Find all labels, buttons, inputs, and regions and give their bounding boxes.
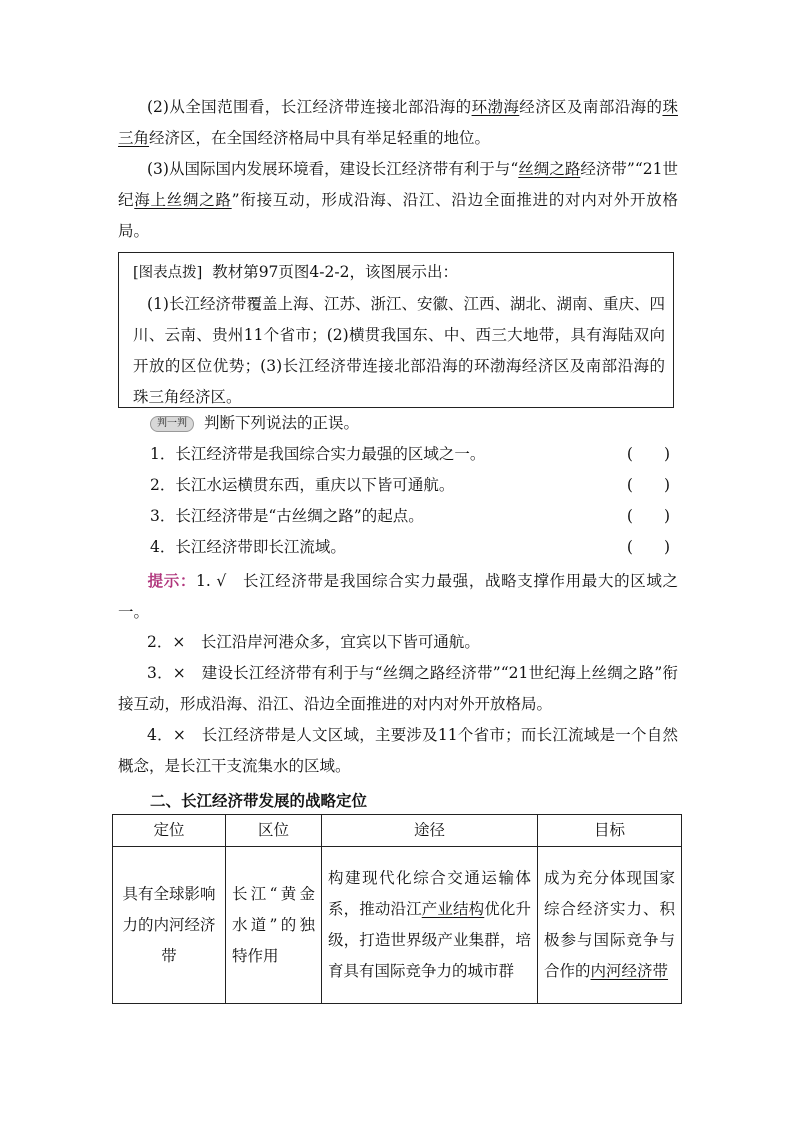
hint-label: 提示： — [147, 571, 197, 590]
underlined-term: 海上丝绸之路 — [134, 191, 232, 209]
section-title: 二、长江经济带发展的战略定位 — [150, 791, 368, 810]
question-2: 2．长江水运横贯东西，重庆以下皆可通航。 ( ) — [150, 472, 670, 498]
judge-header: 判一判 判断下列说法的正误。 — [150, 410, 359, 436]
hint-1: 提示：1. √ 长江经济带是我国综合实力最强，战略支撑作用最大的区域之一。 — [118, 571, 678, 621]
hint-4: 4．× 长江经济带是人文区域，主要涉及11个省市；而长江流域是一个自然概念，是长江干支流集水的区域。 — [118, 726, 678, 775]
answer-blank[interactable]: ( ) — [626, 507, 670, 525]
underlined-term: 丝绸之路 — [518, 160, 581, 178]
cell-goal: 成为充分体现国家综合经济实力、积极参与国际竞争与合作的内河经济带 — [538, 847, 682, 1004]
underlined-term: 环渤海 — [471, 98, 520, 116]
cell-path: 构建现代化综合交通运输体系，推动沿江产业结构优化升级，打造世界级产业集群，培育具有国际竞争力的城市群 — [322, 847, 538, 1004]
figure-tip-body: (1)长江经济带覆盖上海、江苏、浙江、安徽、江西、湖北、湖南、重庆、四川、云南、贵州11个省市；(2)横贯我国东、中、西三大地带，具有海陆双向开放的区位优势；(3)长江经济带连接北部沿海的环渤海经济区及南部沿海的珠三角经济区。 — [133, 295, 665, 406]
figure-tip-header: [图表点拨] 教材第97页图4-2-2，该图展示出： — [133, 263, 458, 281]
answer-blank[interactable]: ( ) — [626, 476, 670, 494]
figure-tip-box — [118, 252, 674, 408]
answer-blank[interactable]: ( ) — [626, 538, 670, 556]
paragraph-2: (2)从全国范围看，长江经济带连接北部沿海的环渤海经济区及南部沿海的珠三角经济区，在全国经济格局中具有举足轻重的地位。 — [118, 98, 678, 147]
hint-2: 2．× 长江沿岸河港众多，宜宾以下皆可通航。 — [147, 633, 480, 651]
table-header: 区位 — [226, 815, 322, 847]
underlined-term: 产业结构 — [421, 900, 485, 918]
cell-location: 长江“黄金水道”的独特作用 — [226, 847, 322, 1004]
table-header-row — [113, 815, 682, 847]
question-1: 1．长江经济带是我国综合实力最强的区域之一。 ( ) — [150, 441, 670, 467]
underlined-term: 内河经济带 — [590, 962, 669, 980]
table-header: 目标 — [538, 815, 682, 847]
answer-blank[interactable]: ( ) — [626, 445, 670, 463]
table-header: 途径 — [322, 815, 538, 847]
strategy-table — [112, 814, 682, 1004]
judge-tag: 判一判 — [150, 416, 194, 432]
question-3: 3．长江经济带是“古丝绸之路”的起点。 ( ) — [150, 503, 670, 529]
table-header: 定位 — [113, 815, 226, 847]
underlined-term: 珠三角 — [118, 98, 678, 147]
paragraph-3: (3)从国际国内发展环境看，建设长江经济带有利于与“丝绸之路经济带”“21世纪海上丝绸之路”衔接互动，形成沿海、沿江、沿边全面推进的对内对外开放格局。 — [118, 160, 678, 240]
question-4: 4．长江经济带即长江流域。 ( ) — [150, 534, 670, 560]
hint-3: 3．× 建设长江经济带有利于与“丝绸之路经济带”“21世纪海上丝绸之路”衔接互动，形成沿海、沿江、沿边全面推进的对内对外开放格局。 — [118, 664, 678, 713]
cell-position: 具有全球影响力的内河经济带 — [113, 847, 226, 1004]
table-row — [113, 847, 682, 1004]
